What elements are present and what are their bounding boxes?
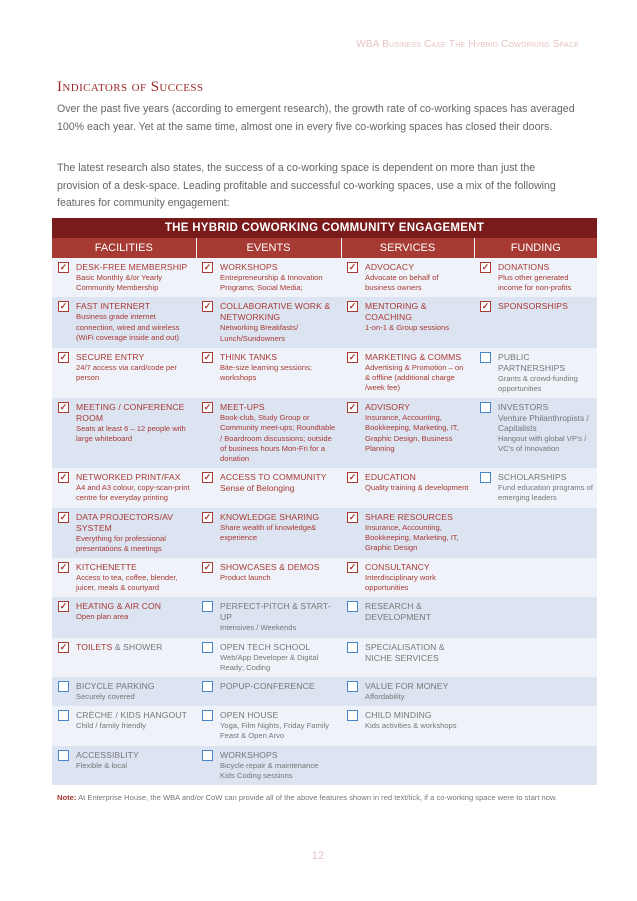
feature-label-text: MENTORING & COACHING <box>365 301 427 323</box>
cell-services <box>341 597 474 637</box>
table-row <box>52 706 597 745</box>
note-label: Note: <box>57 793 77 802</box>
cell-funding <box>474 398 597 468</box>
header-facilities: FACILITIES <box>52 238 196 258</box>
feature-description: Entrepreneurship & Innovation Programs; Social Media; <box>220 273 323 293</box>
note-text: At Enterprise House, the WBA and/or CoW can provide all of the above features shown in red text/tick, if a co-working space were to start now. <box>78 793 558 802</box>
cell-events <box>196 706 341 745</box>
cell-facilities <box>52 398 196 468</box>
cell-services <box>341 468 474 507</box>
feature-label-text: RESEARCH & DEVELOPMENT <box>365 601 432 623</box>
feature-label <box>498 262 593 273</box>
feature-description: Business grade internet connection, wired and wireless (WiFi coverage inside and out) <box>76 312 180 342</box>
feature-label-text: MARKETING & COMMS <box>365 351 462 362</box>
feature-label-text: SCHOLARSHIPS <box>498 472 567 483</box>
cell-facilities <box>52 558 196 597</box>
feature-label <box>220 601 337 623</box>
cell-services <box>341 706 474 745</box>
table-row <box>52 597 597 637</box>
cell-events <box>196 597 341 637</box>
unchecked-checkbox-icon <box>202 681 213 692</box>
checked-checkbox-icon: ✓ <box>59 562 68 573</box>
feature-description: Child / family friendly <box>76 721 147 731</box>
feature-description: Venture Philanthropists / Capitalists <box>498 413 589 434</box>
unchecked-checkbox-icon <box>347 710 358 721</box>
feature-label-text: OPEN HOUSE <box>220 710 279 721</box>
feature-label <box>76 262 192 273</box>
feature-label <box>76 681 192 692</box>
feature-label <box>76 512 192 534</box>
feature-label-text: POPUP-CONFERENCE <box>220 681 315 692</box>
cell-events <box>196 258 341 297</box>
feature-description: Everything for professional presentations & meetings <box>76 533 166 553</box>
header-funding: FUNDING <box>474 238 597 258</box>
feature-description: 1-on-1 & Group sessions <box>365 323 449 333</box>
unchecked-checkbox-icon <box>347 681 358 692</box>
feature-label <box>365 472 470 483</box>
cell-services <box>341 508 474 558</box>
header-events: EVENTS <box>196 238 341 258</box>
feature-description: Interdisciplinary work opportunities <box>365 573 436 593</box>
cell-facilities <box>52 348 196 398</box>
checked-checkbox-icon: ✓ <box>348 562 357 573</box>
feature-label <box>220 642 337 653</box>
table-row <box>52 638 597 677</box>
feature-label <box>220 402 337 413</box>
table-row <box>52 297 597 347</box>
feature-label <box>76 750 192 761</box>
feature-description: Web/App Developer & Digital Ready; Coding <box>220 652 319 672</box>
unchecked-checkbox-icon <box>58 750 69 761</box>
checked-checkbox-icon: ✓ <box>203 262 212 272</box>
feature-description: Sense of Belonging <box>220 483 295 494</box>
feature-description: Fund education programs of emerging leaders <box>498 483 593 503</box>
cell-events <box>196 398 341 468</box>
feature-description-extra: Hangout with global VP's / VC's of Innovation <box>498 433 587 453</box>
feature-label-text: WORKSHOPS <box>220 749 278 760</box>
feature-label <box>365 512 470 523</box>
unchecked-checkbox-icon <box>202 601 213 612</box>
unchecked-checkbox-icon <box>202 642 213 653</box>
unchecked-checkbox-icon <box>58 681 69 692</box>
feature-label <box>220 512 337 523</box>
feature-label <box>220 301 337 323</box>
checked-checkbox-icon: ✓ <box>59 402 68 413</box>
feature-label <box>498 352 593 374</box>
cell-events <box>196 508 341 558</box>
feature-label-text: SPONSORSHIPS <box>498 301 568 312</box>
feature-label-extra: & SHOWER <box>114 641 163 652</box>
feature-description: Quality training & development <box>365 483 469 493</box>
checked-checkbox-icon: ✓ <box>59 262 68 272</box>
section-title: Indicators of Success <box>57 79 204 95</box>
checked-checkbox-icon: ✓ <box>203 402 212 413</box>
feature-description: Insurance, Accounting, Bookkeeping, Marketing, IT, Graphic Design <box>365 522 459 553</box>
feature-label-text: MEETING / CONFERENCE ROOM <box>76 402 185 424</box>
feature-label <box>365 710 470 721</box>
feature-label <box>498 402 593 413</box>
feature-label <box>365 402 470 413</box>
table-row <box>52 746 597 785</box>
feature-label-text: DONATIONS <box>498 262 550 272</box>
feature-label-text: PERFECT-PITCH & START-UP <box>220 601 331 623</box>
feature-label-text: MEET-UPS <box>220 402 265 413</box>
feature-label-text: SHOWCASES & DEMOS <box>220 562 320 573</box>
checked-checkbox-icon: ✓ <box>59 511 68 522</box>
feature-label-text: ADVOCACY <box>365 262 415 272</box>
feature-label-text: KNOWLEDGE SHARING <box>220 511 320 522</box>
feature-label <box>220 750 337 761</box>
feature-label <box>220 710 337 721</box>
feature-description: Plus other generated income for non-profits <box>498 273 572 293</box>
feature-label-text: SPECIALISATION & NICHE SERVICES <box>365 641 445 663</box>
feature-label-text: SECURE ENTRY <box>76 351 145 362</box>
feature-description: Kids activities & workshops <box>365 721 457 731</box>
cell-facilities <box>52 297 196 347</box>
feature-label-text: BICYCLE PARKING <box>76 681 155 692</box>
feature-label <box>220 352 337 363</box>
cell-facilities <box>52 638 196 677</box>
unchecked-checkbox-icon <box>202 710 213 721</box>
feature-label <box>76 472 192 483</box>
unchecked-checkbox-icon <box>480 352 491 363</box>
feature-label <box>365 681 470 692</box>
checked-checkbox-icon: ✓ <box>203 511 212 522</box>
cell-services <box>341 638 474 677</box>
table-row <box>52 468 597 507</box>
checked-checkbox-icon: ✓ <box>348 262 357 272</box>
cell-funding <box>474 597 597 637</box>
checked-checkbox-icon: ✓ <box>59 641 68 652</box>
checked-checkbox-icon: ✓ <box>59 601 68 612</box>
feature-label-text: CHILD MINDING <box>365 710 432 721</box>
feature-label <box>498 472 593 483</box>
checked-checkbox-icon: ✓ <box>203 301 212 312</box>
checked-checkbox-icon: ✓ <box>348 402 357 413</box>
cell-events <box>196 348 341 398</box>
feature-label <box>220 681 337 692</box>
header-services: SERVICES <box>341 238 474 258</box>
feature-description: Bicycle repair & maintenance <box>220 760 319 770</box>
cell-events <box>196 297 341 347</box>
feature-description: Open plan area <box>76 612 129 622</box>
feature-label-text: KITCHENETTE <box>76 562 137 573</box>
feature-label-text: NETWORKED PRINT/FAX <box>76 472 181 483</box>
checked-checkbox-icon: ✓ <box>203 472 212 483</box>
footnote <box>57 792 587 804</box>
feature-label-text: SHARE RESOURCES <box>365 511 453 522</box>
feature-description: Yoga, Film Nights, Friday Family Feast & Open Arvo <box>220 721 330 741</box>
feature-description: Securely covered <box>76 692 135 702</box>
feature-label <box>365 562 470 573</box>
checked-checkbox-icon: ✓ <box>348 301 357 312</box>
feature-label <box>365 352 470 363</box>
cell-facilities <box>52 468 196 507</box>
unchecked-checkbox-icon <box>480 402 491 413</box>
cell-funding <box>474 638 597 677</box>
cell-funding <box>474 468 597 507</box>
feature-description: Insurance, Accounting, Bookkeeping, Marketing, IT, Graphic Design, Business Planning <box>365 413 459 453</box>
feature-label <box>76 301 192 312</box>
table-title: THE HYBRID COWORKING COMMUNITY ENGAGEMENT <box>52 218 597 238</box>
feature-description: 24/7 access via card/code per person <box>76 362 177 383</box>
feature-label <box>76 642 192 653</box>
feature-description: Book-club, Study Group or Community meet-ups; Roundtable / Boardroom discussions; outside of business hours Mon-Fri for a donation <box>220 413 336 464</box>
cell-services <box>341 398 474 468</box>
feature-label <box>220 562 337 573</box>
feature-description: Seats at least 6 – 12 people with large whiteboard <box>76 424 186 444</box>
feature-description: Bite-size learning sessions; workshops <box>220 362 313 383</box>
cell-events <box>196 558 341 597</box>
cell-funding <box>474 258 597 297</box>
cell-facilities <box>52 597 196 637</box>
feature-label-text: OPEN TECH SCHOOL <box>220 641 311 652</box>
cell-services <box>341 348 474 398</box>
cell-facilities <box>52 746 196 785</box>
checked-checkbox-icon: ✓ <box>348 511 357 522</box>
feature-description: Product launch <box>220 573 271 583</box>
feature-label-text: DESK-FREE MEMBERSHIP <box>76 262 188 272</box>
checked-checkbox-icon: ✓ <box>481 301 490 312</box>
feature-label-text: PUBLIC PARTNERSHIPS <box>498 351 566 373</box>
feature-label-text: THINK TANKS <box>220 351 278 362</box>
feature-description: Grants & crowd-funding opportunities <box>498 373 578 394</box>
cell-funding <box>474 297 597 347</box>
table-row <box>52 508 597 558</box>
feature-label-text: INVESTORS <box>498 402 549 413</box>
checked-checkbox-icon: ✓ <box>481 262 490 272</box>
cell-facilities <box>52 677 196 706</box>
feature-label <box>76 352 192 363</box>
feature-description: Advocate on behalf of business owners <box>365 273 439 293</box>
feature-label-text: ACCESSIBLITY <box>76 749 139 760</box>
running-header: WBA Business Case The Hybrid Coworking Space <box>356 39 579 50</box>
feature-label <box>498 301 593 312</box>
checked-checkbox-icon: ✓ <box>59 351 68 362</box>
cell-facilities <box>52 508 196 558</box>
feature-label <box>220 472 337 483</box>
feature-label-text: FAST INTERNERT <box>76 301 151 312</box>
feature-label <box>76 402 192 424</box>
cell-services <box>341 558 474 597</box>
cell-funding <box>474 348 597 398</box>
feature-label-text: WORKSHOPS <box>220 262 278 272</box>
feature-label <box>220 262 337 273</box>
checked-checkbox-icon: ✓ <box>59 472 68 483</box>
feature-label-text: TOILETS <box>76 641 113 652</box>
feature-label-text: COLLABORATIVE WORK & NETWORKING <box>220 301 331 323</box>
unchecked-checkbox-icon <box>347 601 358 612</box>
engagement-table <box>52 218 597 785</box>
table-row <box>52 258 597 297</box>
checked-checkbox-icon: ✓ <box>203 351 212 362</box>
table-row <box>52 558 597 597</box>
feature-label-text: VALUE FOR MONEY <box>365 681 449 692</box>
feature-label-text: ACCESS TO COMMUNITY <box>220 472 327 483</box>
feature-description: Share wealth of knowledge& experience <box>220 522 317 542</box>
feature-label-text: CRÈCHE / KIDS HANGOUT <box>76 710 187 721</box>
feature-description: Advertising & Promotion – on & offline (additional charge /week fee) <box>365 362 464 393</box>
unchecked-checkbox-icon <box>202 750 213 761</box>
cell-events <box>196 468 341 507</box>
unchecked-checkbox-icon <box>58 710 69 721</box>
checked-checkbox-icon: ✓ <box>348 472 357 483</box>
feature-label-text: CONSULTANCY <box>365 562 430 573</box>
feature-label-text: DATA PROJECTORS/AV SYSTEM <box>76 511 174 533</box>
feature-label <box>365 642 470 664</box>
table-row <box>52 677 597 706</box>
feature-description: A4 and A3 colour, copy-scan-print centre for everyday printing <box>76 483 190 503</box>
feature-description: Flexible & local <box>76 760 128 770</box>
unchecked-checkbox-icon <box>347 642 358 653</box>
cell-facilities <box>52 258 196 297</box>
table-row <box>52 398 597 468</box>
cell-services <box>341 258 474 297</box>
cell-funding <box>474 558 597 597</box>
cell-services <box>341 677 474 706</box>
cell-facilities <box>52 706 196 745</box>
feature-description: Access to tea, coffee, blender, juicer, meals & courtyard <box>76 573 178 593</box>
feature-label <box>76 710 192 721</box>
feature-label <box>365 301 470 323</box>
feature-description: Intensives / Weekends <box>220 623 297 633</box>
checked-checkbox-icon: ✓ <box>59 301 68 312</box>
table-row <box>52 348 597 398</box>
feature-label-text: EDUCATION <box>365 472 416 483</box>
feature-label <box>76 601 192 612</box>
cell-funding <box>474 706 597 745</box>
checked-checkbox-icon: ✓ <box>203 562 212 573</box>
cell-events <box>196 746 341 785</box>
cell-services <box>341 297 474 347</box>
feature-description: Networking Breakfasts/ Lunch/Sundowners <box>220 323 299 343</box>
unchecked-checkbox-icon <box>480 472 491 483</box>
cell-funding <box>474 746 597 785</box>
feature-label <box>365 262 470 273</box>
feature-description: Basic Monthly &/or Yearly Community Membership <box>76 273 163 293</box>
cell-funding <box>474 677 597 706</box>
intro-paragraph-1: Over the past five years (according to emergent research), the growth rate of co-working spaces has averaged 100% each year. Yet at the same time, almost one in every five co-working spaces has closed their doors. <box>57 103 575 133</box>
feature-label-text: HEATING & AIR CON <box>76 601 162 612</box>
cell-events <box>196 677 341 706</box>
feature-description: Affordability <box>365 692 405 702</box>
feature-label-text: ADVISORY <box>365 402 411 413</box>
cell-events <box>196 638 341 677</box>
cell-funding <box>474 508 597 558</box>
intro-paragraph-2: The latest research also states, the success of a co-working space is dependent on more than just the provision of a desk-space. Leading profitable and successful co-working spaces, use a mix of the following features for community engagement: <box>57 162 556 209</box>
page-number: 12 <box>311 850 325 862</box>
feature-label <box>365 601 470 623</box>
feature-description-extra: Kids Coding sessions <box>220 770 293 780</box>
feature-label <box>76 562 192 573</box>
checked-checkbox-icon: ✓ <box>348 351 357 362</box>
cell-services <box>341 746 474 785</box>
